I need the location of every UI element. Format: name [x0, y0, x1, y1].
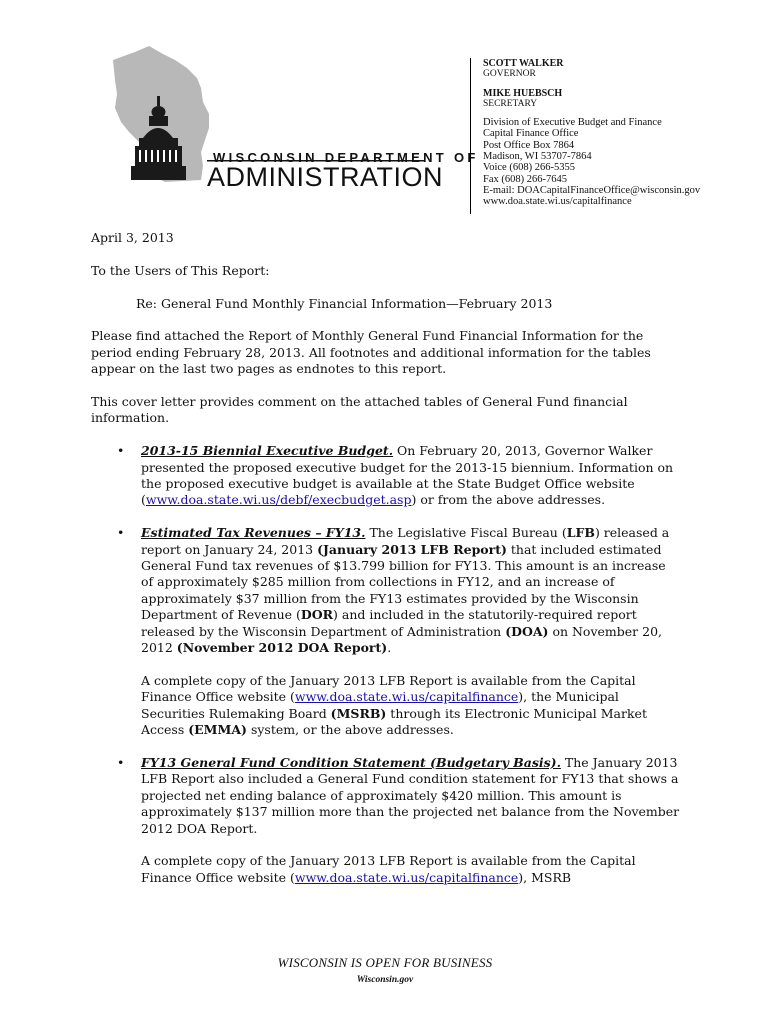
- governor-name: SCOTT WALKER: [483, 58, 564, 69]
- salutation: To the Users of This Report:: [91, 262, 270, 278]
- address-line: Madison, WI 53707-7864: [483, 151, 592, 163]
- department-name-bottom: ADMINISTRATION: [207, 162, 443, 192]
- letterhead-contact-block: [470, 58, 750, 214]
- bullet-list: [91, 443, 681, 886]
- secretary-name: MIKE HUEBSCH: [483, 87, 563, 99]
- footer-motto: WISCONSIN IS OPEN FOR BUSINESS: [277, 955, 493, 970]
- capitalfinance-link[interactable]: www.doa.state.wi.us/capitalfinance: [294, 869, 519, 885]
- bullet-icon: •: [117, 754, 125, 770]
- list-item: • Estimated Tax Revenues – FY13. The Legislative Fiscal Bureau (LFB) released a report on January 24, 2013 (January 2013 LFB Report) that included estimated General Fund tax revenues of $13.799 billion for FY13. This amount is an increase of approximately $285 million from collections in FY12, and an increase of approximately $37 million from the FY13 estimates provided by the Wisconsin Department of Revenue (DOR) and included in the statutorily-required report released by the Wisconsin Department of Administration (DOA) on November 20, 2012 (November 2012 DOA Report).: [117, 525, 670, 656]
- bullet-heading: Estimated Tax Revenues – FY13.: [141, 525, 366, 541]
- address-line: Post Office Box 7864: [483, 139, 575, 151]
- governor-title: GOVERNOR: [483, 69, 536, 80]
- email-line: E-mail: DOACapitalFinanceOffice@wisconsin.gov: [483, 184, 701, 196]
- paragraph-cover: This cover letter provides comment on the attached tables of General Fund financial information.: [91, 394, 628, 426]
- fax-line: Fax (608) 266-7645: [483, 173, 567, 185]
- address-line: Division of Executive Budget and Finance: [483, 117, 662, 129]
- list-item: • FY13 General Fund Condition Statement (Budgetary Basis). The January 2013 LFB Report also included a General Fund condition statement for FY13 that shows a projected net ending balance of approximately $420 million. This amount is approximately $137 million more than the projected net balance from the November 2012 DOA Report.: [117, 754, 680, 836]
- address-line: Capital Finance Office: [483, 128, 579, 140]
- list-item-continuation: A complete copy of the January 2013 LFB Report is available from the Capital Finance Office website (www.doa.state.wi.us/capitalfinance), the Municipal Securities Rulemaking Board (MSRB) through its Electronic Municipal Market Access (EMMA) system, or the above addresses.: [141, 672, 647, 738]
- website-line: www.doa.state.wi.us/capitalfinance: [483, 196, 632, 208]
- footer-site: Wisconsin.gov: [356, 975, 414, 985]
- letter-body: [91, 230, 681, 886]
- bullet-icon: •: [117, 525, 125, 541]
- list-item-continuation: A complete copy of the January 2013 LFB Report is available from the Capital Finance Office website (www.doa.state.wi.us/capitalfinance), MSRB: [141, 853, 636, 885]
- execbudget-link[interactable]: www.doa.state.wi.us/debf/execbudget.asp: [145, 492, 412, 508]
- letter-date: April 3, 2013: [91, 230, 174, 245]
- secretary-title: SECRETARY: [483, 98, 538, 109]
- bullet-heading: 2013-15 Biennial Executive Budget.: [141, 443, 394, 459]
- list-item: • 2013-15 Biennial Executive Budget. On February 20, 2013, Governor Walker presented the proposed executive budget for the 2013-15 biennium. Information on the proposed executive budget is available at the State Budget Office website (www.doa.state.wi.us/debf/execbudget.asp) or from the above addresses.: [117, 443, 674, 508]
- re-line: Re: General Fund Monthly Financial Information—February 2013: [136, 295, 553, 311]
- bullet-icon: •: [117, 443, 125, 459]
- bullet-heading: FY13 General Fund Condition Statement (Budgetary Basis).: [141, 754, 561, 770]
- paragraph-intro: Please find attached the Report of Monthly General Fund Financial Information for the period ending February 28, 2013. All footnotes and additional information for the tables appear on the last two pages as endnotes to this report.: [91, 328, 651, 377]
- department-logo: [105, 38, 479, 198]
- department-name-top: WISCONSIN DEPARTMENT OF: [213, 150, 479, 165]
- page-footer: [0, 955, 770, 985]
- voice-line: Voice (608) 266-5355: [483, 162, 575, 174]
- capitalfinance-link[interactable]: www.doa.state.wi.us/capitalfinance: [294, 689, 519, 705]
